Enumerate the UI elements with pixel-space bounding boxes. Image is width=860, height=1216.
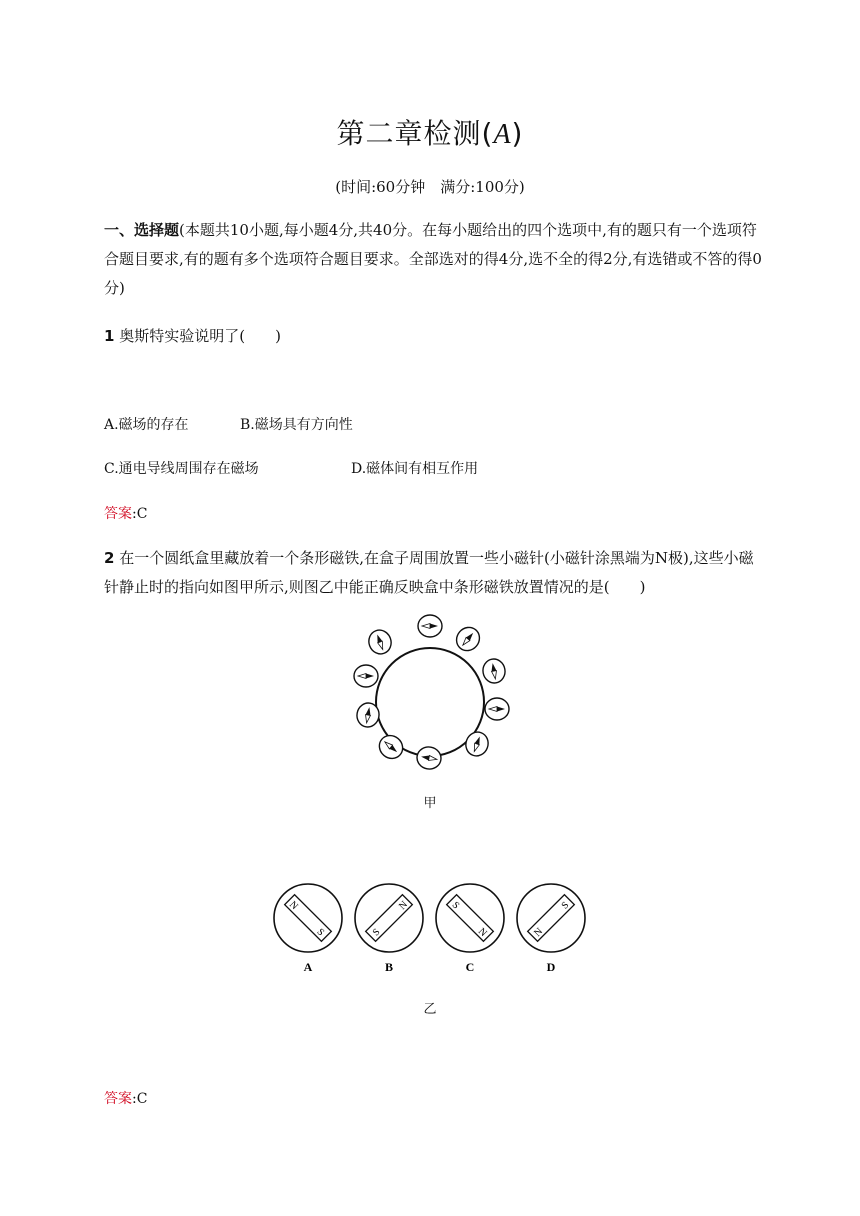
compass-icon [452, 623, 484, 656]
figure-caption-yi: 乙 [423, 1002, 437, 1017]
question-stem: 奥斯特实验说明了( ) [119, 327, 281, 345]
compass-icon [415, 745, 442, 771]
magnet-pole-label: S [559, 899, 572, 912]
magnet-pole-label: S [370, 926, 383, 939]
exam-info: (时间:60分钟 满分:100分) [335, 178, 525, 196]
magnet-pole-label: S [314, 926, 327, 939]
answer-value: :C [132, 1091, 148, 1107]
magnet-choices-figure [270, 878, 600, 978]
choice-diagram-a [274, 884, 342, 974]
option-b: B.磁场具有方向性 [240, 417, 353, 433]
magnet-pole-label: N [475, 926, 489, 939]
question-number: 1 [104, 327, 115, 345]
compass-icon [418, 615, 442, 637]
title-close: ) [511, 117, 524, 150]
bar-magnet [285, 895, 332, 942]
section-intro [104, 216, 764, 303]
section-description: (本题共10小题,每小题4分,共40分。在每小题给出的四个选项中,有的题只有一个选项符合题目要求,有的题有多个选项符合题目要求。全部选对的得4分,选不全的得2分,有选错或不答的得0分) [104, 221, 762, 297]
option-d: D.磁体间有相互作用 [351, 461, 479, 477]
compass-icon [463, 729, 492, 759]
magnet-pole-label: N [397, 899, 410, 913]
question-1 [104, 322, 764, 351]
magnet-pole-label: N [532, 926, 546, 939]
question-2 [104, 544, 764, 602]
compass-icon [366, 627, 395, 657]
title-italic: A [493, 119, 512, 150]
option-a: A.磁场的存在 [104, 417, 189, 433]
question-number: 2 [104, 549, 115, 567]
answer-label: 答案 [104, 506, 132, 522]
choice-diagram-b [355, 884, 423, 974]
choice-label: D [546, 960, 556, 974]
bar-magnet [528, 895, 575, 942]
answer-2 [104, 1088, 147, 1108]
compass-icon [485, 698, 509, 720]
compass-ring-figure [350, 612, 514, 776]
figure-caption-jia: 甲 [423, 796, 437, 811]
choice-diagram-d [517, 884, 585, 974]
answer-value: :C [132, 506, 148, 522]
question-stem: 在一个圆纸盒里藏放着一个条形磁铁,在盒子周围放置一些小磁针(小磁针涂黑端为N极),这些小磁针静止时的指向如图甲所示,则图乙中能正确反映盒中条形磁铁放置情况的是( ) [104, 549, 754, 596]
section-heading: 一、选择题 [104, 221, 180, 239]
page-title [0, 112, 860, 152]
bar-magnet [447, 895, 494, 942]
answer-1 [104, 503, 147, 523]
bar-magnet [366, 895, 413, 942]
choice-label: B [384, 960, 394, 974]
choice-label: C [465, 960, 475, 974]
choice-label: A [303, 960, 313, 974]
magnet-pole-label: S [449, 899, 462, 912]
choice-diagram-c [436, 884, 504, 974]
magnet-pole-label: N [287, 899, 300, 913]
compass-icon [354, 665, 378, 687]
answer-label: 答案 [104, 1091, 132, 1107]
option-c: C.通电导线周围存在磁场 [104, 461, 259, 477]
compass-icon [375, 731, 408, 763]
title-main: 第二章检测( [336, 117, 494, 150]
compass-icon [481, 657, 507, 684]
